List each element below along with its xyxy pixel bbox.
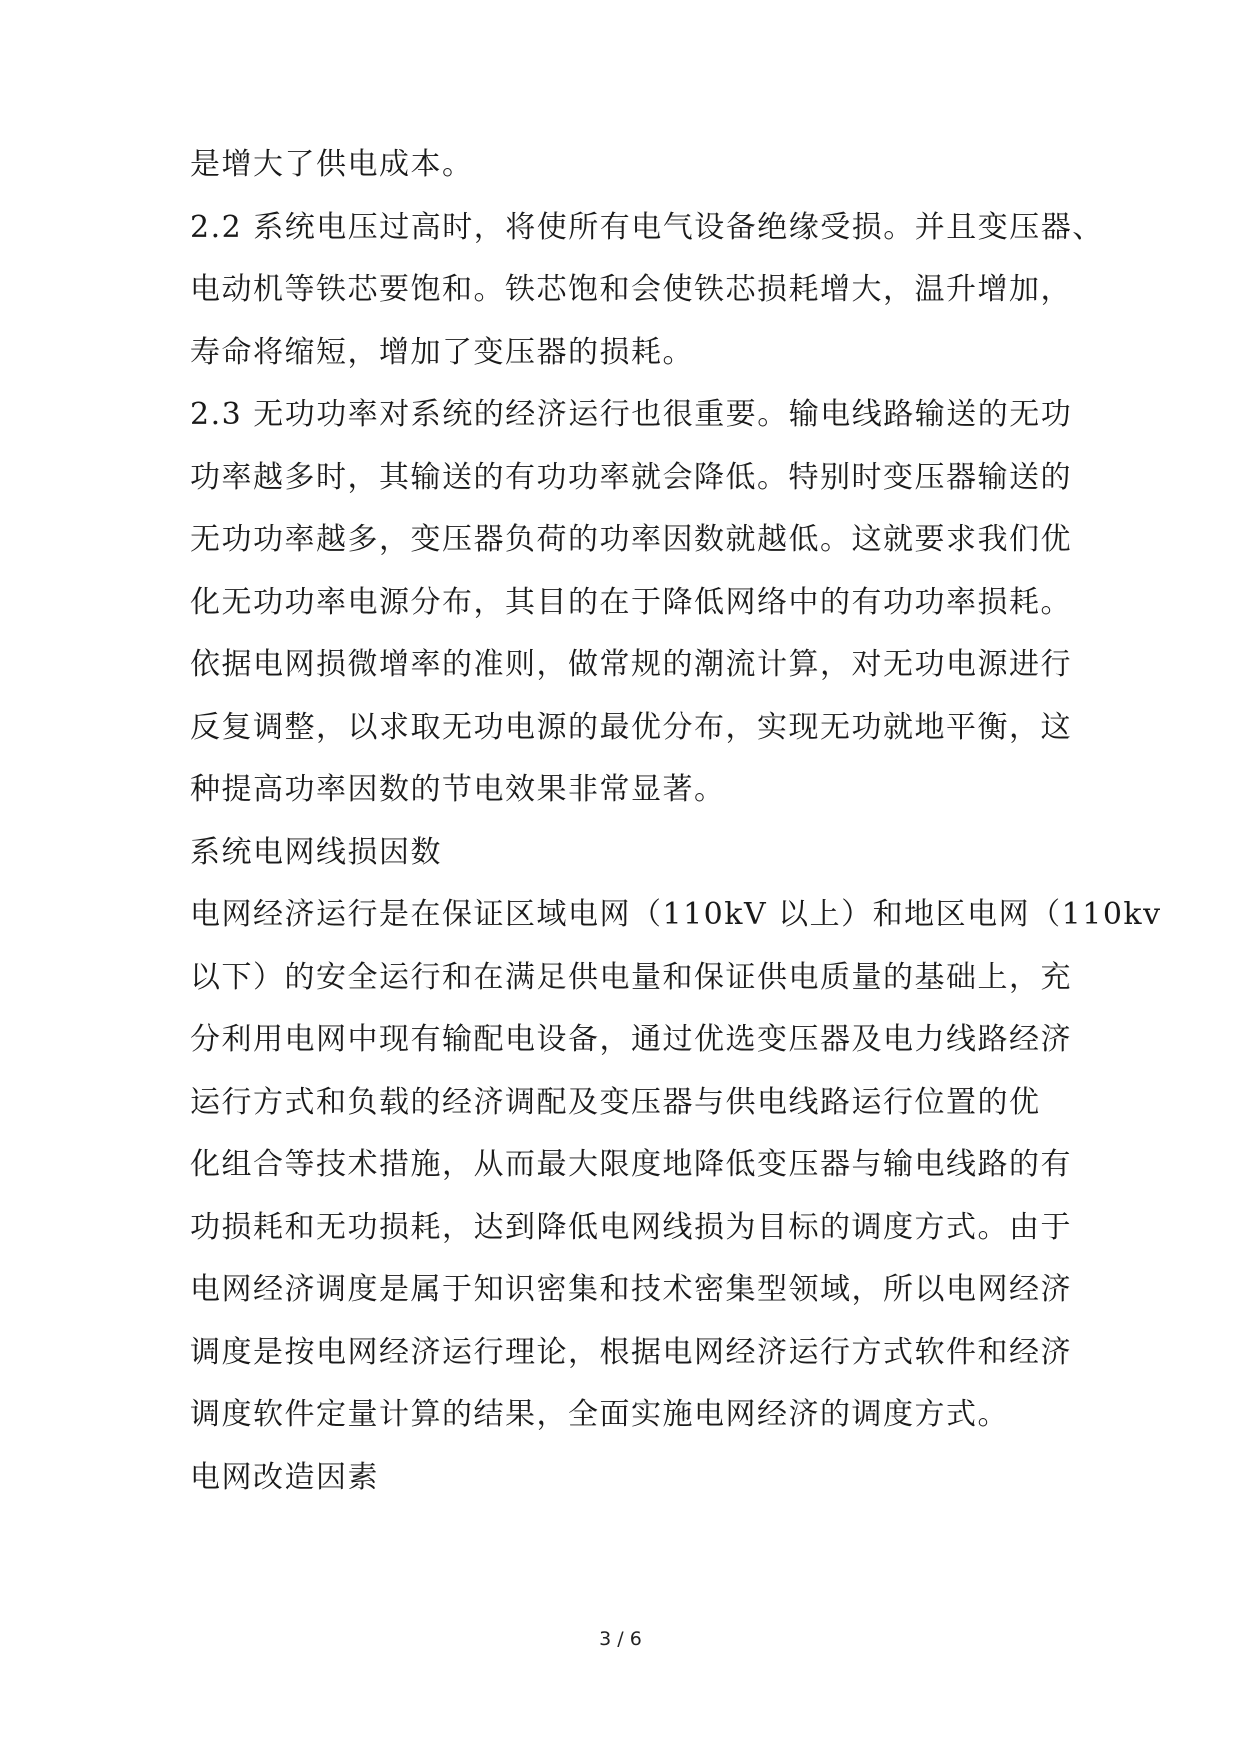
text-line: 功率越多时，其输送的有功功率就会降低。特别时变压器输送的 [190, 460, 1072, 495]
text-line: 种提高功率因数的节电效果非常显著。 [190, 772, 726, 807]
text-line: 运行方式和负载的经济调配及变压器与供电线路运行位置的优 [190, 1085, 1041, 1120]
text-line: 以下）的安全运行和在满足供电量和保证供电质量的基础上，充 [190, 960, 1072, 995]
text-line: 2.3 无功功率对系统的经济运行也很重要。输电线路输送的无功 [190, 397, 1073, 432]
text-line: 化无功功率电源分布，其目的在于降低网络中的有功功率损耗。 [190, 585, 1072, 620]
text-line: 无功功率越多，变压器负荷的功率因数就越低。这就要求我们优 [190, 522, 1072, 557]
text-line: 化组合等技术措施，从而最大限度地降低变压器与输电线路的有 [190, 1147, 1072, 1182]
section-heading: 系统电网线损因数 [190, 835, 442, 870]
text-line: 电动机等铁芯要饱和。铁芯饱和会使铁芯损耗增大，温升增加， [190, 272, 1072, 307]
text-line: 反复调整，以求取无功电源的最优分布，实现无功就地平衡，这 [190, 710, 1072, 745]
page-number: 3 / 6 [599, 1628, 642, 1650]
text-line: 调度是按电网经济运行理论，根据电网经济运行方式软件和经济 [190, 1335, 1072, 1370]
text-line: 电网经济调度是属于知识密集和技术密集型领域，所以电网经济 [190, 1272, 1072, 1307]
text-line: 分利用电网中现有输配电设备，通过优选变压器及电力线路经济 [190, 1022, 1072, 1057]
text-line: 调度软件定量计算的结果，全面实施电网经济的调度方式。 [190, 1397, 1009, 1432]
text-line: 2.2 系统电压过高时，将使所有电气设备绝缘受损。并且变压器、 [190, 210, 1104, 245]
text-line: 电网经济运行是在保证区域电网（110kV 以上）和地区电网（110kv [190, 897, 1162, 932]
section-heading: 电网改造因素 [190, 1460, 379, 1495]
text-line: 寿命将缩短，增加了变压器的损耗。 [190, 335, 694, 370]
text-line: 依据电网损微增率的准则，做常规的潮流计算，对无功电源进行 [190, 647, 1072, 682]
text-line: 功损耗和无功损耗，达到降低电网线损为目标的调度方式。由于 [190, 1210, 1072, 1245]
text-line: 是增大了供电成本。 [190, 147, 474, 182]
